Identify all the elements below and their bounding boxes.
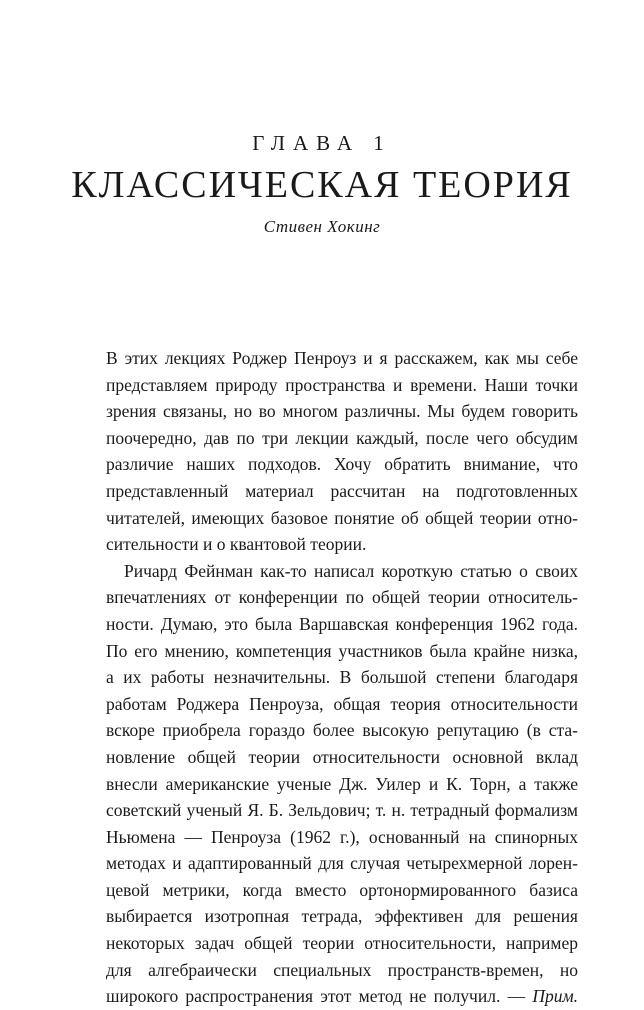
text-line: Ричард Фейнман как-то написал короткую статью о своих xyxy=(124,560,578,581)
text-line: Ньюмена — Пенроуза (1962 г.), основанный на спинорных xyxy=(106,826,578,847)
text-line: впечатлениях от конференции по общей теории относитель- xyxy=(106,587,578,608)
text-line: В этих лекциях Роджер Пенроуз и я расскажем, как мы себе xyxy=(106,348,578,368)
body-text xyxy=(106,345,578,1010)
text-line xyxy=(106,983,578,1010)
chapter-title: КЛАССИЧЕСКАЯ ТЕОРИЯ xyxy=(71,164,573,206)
text-line: сительности и о квантовой теории. xyxy=(106,534,367,555)
text-line: методах и адаптированный для случая четырехмерной лорен- xyxy=(106,853,578,874)
text-line: внесли американские ученые Дж. Уилер и К. Торн, а также xyxy=(106,773,578,794)
text-line: читателей, имеющих базовое понятие об общей теории отно- xyxy=(106,507,578,528)
chapter-author: Стивен Хокинг xyxy=(263,217,381,236)
text-line: работам Роджера Пенроуза, общая теория относительности xyxy=(106,693,578,714)
text-line: различие наших подходов. Хочу обратить внимание, что xyxy=(106,454,578,475)
text-line: вскоре приобрела гораздо более высокую репутацию (в ста- xyxy=(106,720,578,741)
text-line: представленный материал рассчитан на подготовленных xyxy=(106,480,578,501)
text-line: для алгебраически специальных пространств-времен, но xyxy=(106,959,578,980)
text-line: По его мнению, компетенция участников была крайне низка, xyxy=(106,640,578,661)
text-line: поочередно, дав по три лекции каждый, после чего обсудим xyxy=(106,427,578,448)
text-line-main: широкого распространения этот метод не получил. — xyxy=(106,986,526,1007)
text-line: а их работы незначительны. В большой степени благодаря xyxy=(106,667,578,688)
text-line: новление общей теории относительности основной вклад xyxy=(106,746,578,767)
text-line: советский ученый Я. Б. Зельдович; т. н. тетрадный формализм xyxy=(106,800,578,821)
text-line: представляем природу пространства и времени. Наши точки xyxy=(106,374,578,395)
chapter-label: ГЛАВА 1 xyxy=(252,131,392,155)
text-line: ности. Думаю, это была Варшавская конференция 1962 года. xyxy=(106,613,578,634)
text-line: выбирается изотропная тетрада, эффективен для решения xyxy=(106,906,578,927)
text-line: некоторых задач общей теории относительности, например xyxy=(106,933,578,954)
text-line: зрения связаны, но во многом различны. Мы будем говорить xyxy=(106,401,578,422)
text-line: цевой метрики, когда вместо ортонормированного базиса xyxy=(106,879,578,900)
note-abbreviation: Прим. xyxy=(532,986,578,1007)
